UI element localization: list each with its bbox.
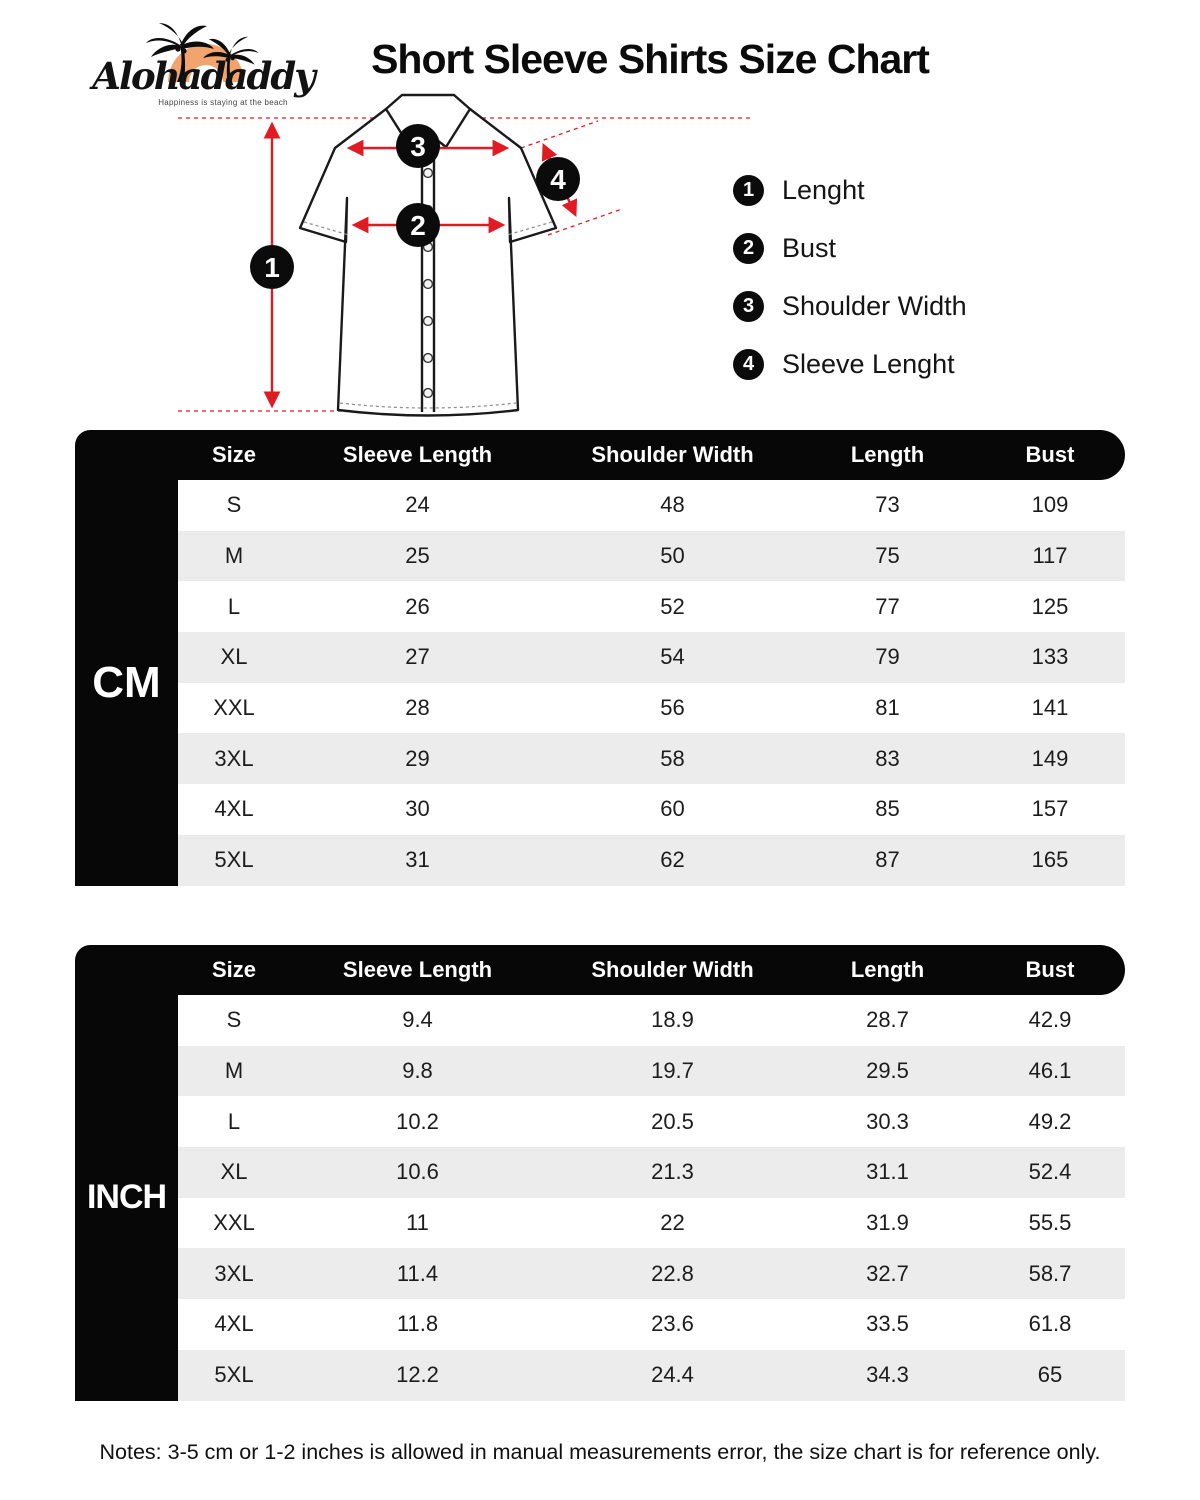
table-cell: L — [227, 593, 241, 619]
table-row — [178, 1350, 1125, 1401]
table-cell: 77 — [875, 593, 900, 619]
table-cell: 58.7 — [1028, 1260, 1072, 1286]
table-cell: 133 — [1031, 644, 1069, 670]
marker-1: 1 — [264, 252, 280, 283]
table-cell: M — [224, 1058, 244, 1084]
table-cell: 19.7 — [651, 1058, 694, 1084]
table-cell: 29.5 — [866, 1058, 909, 1084]
table-cell: 22.8 — [651, 1260, 694, 1286]
page-title: Short Sleeve Shirts Size Chart — [371, 36, 929, 82]
table-cell: 34.3 — [866, 1362, 909, 1388]
table-cell: 5XL — [214, 1362, 254, 1388]
legend-item-sleeve-length — [733, 346, 967, 382]
number-4-icon: 4 — [733, 349, 764, 380]
table-cell: 4XL — [214, 1311, 254, 1337]
table-row — [178, 733, 1125, 784]
table-cell: 9.8 — [402, 1058, 433, 1084]
legend-item-shoulder-width — [733, 288, 967, 324]
unit-label-inch: INCH — [75, 995, 178, 1401]
table-row — [178, 1147, 1125, 1198]
column-header: Shoulder Width — [591, 957, 754, 982]
table-cell: 11.8 — [396, 1311, 439, 1337]
table-cell: 3XL — [214, 745, 254, 771]
table-cell: 61.8 — [1028, 1311, 1072, 1337]
table-cell: 125 — [1031, 593, 1069, 619]
table-cell: M — [224, 543, 244, 569]
table-cell: 12.2 — [396, 1362, 439, 1388]
table-cell: 11.4 — [396, 1260, 439, 1286]
table-cell: 65 — [1037, 1362, 1063, 1388]
table-cell: 28.7 — [866, 1007, 909, 1033]
table-cell: 31.9 — [866, 1210, 909, 1236]
legend-label: Lenght — [782, 174, 865, 205]
marker-2: 2 — [410, 210, 426, 241]
table-row — [178, 784, 1125, 835]
legend-label: Bust — [782, 232, 837, 263]
column-header: Length — [850, 957, 925, 982]
brand-name: Alohadaddy — [92, 54, 314, 98]
table-cell: 62 — [660, 847, 685, 873]
table-cell: 4XL — [214, 796, 254, 822]
table-cell: 75 — [875, 543, 900, 569]
table-cell: 42.9 — [1028, 1007, 1072, 1033]
column-header: Sleeve Length — [342, 957, 493, 982]
table-row — [178, 995, 1125, 1046]
table-cell: 49.2 — [1028, 1108, 1072, 1134]
table-body-inch — [178, 995, 1125, 1401]
shirt-measurement-diagram — [150, 85, 780, 430]
table-row — [178, 1198, 1125, 1249]
marker-4: 4 — [550, 164, 566, 195]
table-header-cm — [75, 430, 1125, 480]
table-cell: 23.6 — [651, 1311, 694, 1337]
table-body-cm — [178, 480, 1125, 886]
table-row — [178, 683, 1125, 734]
table-cell: 149 — [1031, 745, 1069, 771]
table-cell: XL — [220, 644, 248, 670]
column-header: Shoulder Width — [591, 442, 754, 467]
brand-tagline: Happiness is staying at the beach — [158, 98, 288, 107]
column-header: Length — [850, 442, 925, 467]
unit-label-cm: CM — [75, 480, 178, 886]
table-cell: 27 — [405, 644, 430, 670]
table-row — [178, 1096, 1125, 1147]
table-cell: 26 — [405, 593, 430, 619]
table-row — [178, 1248, 1125, 1299]
number-1-icon: 1 — [733, 175, 764, 206]
column-header: Bust — [1025, 442, 1075, 467]
table-cell: S — [226, 1007, 242, 1033]
table-cell: 52 — [660, 593, 685, 619]
table-cell: XXL — [213, 1210, 255, 1236]
table-cell: 24.4 — [651, 1362, 694, 1388]
table-cell: 83 — [875, 745, 900, 771]
table-cell: XXL — [213, 695, 255, 721]
table-cell: 10.2 — [396, 1108, 439, 1134]
table-cell: 81 — [875, 695, 900, 721]
number-2-icon: 2 — [733, 233, 764, 264]
table-cell: 117 — [1032, 543, 1068, 569]
legend-item-bust — [733, 230, 967, 266]
table-cell: 30.3 — [866, 1108, 909, 1134]
table-cell: 165 — [1031, 847, 1069, 873]
size-table-cm — [75, 430, 1125, 886]
table-cell: 28 — [405, 695, 430, 721]
table-cell: 20.5 — [651, 1108, 694, 1134]
table-row — [178, 1299, 1125, 1350]
table-row — [178, 581, 1125, 632]
number-3-icon: 3 — [733, 291, 764, 322]
table-cell: 73 — [875, 492, 900, 518]
table-cell: L — [227, 1108, 241, 1134]
table-row — [178, 835, 1125, 886]
table-cell: 141 — [1031, 695, 1069, 721]
table-cell: 30 — [405, 796, 430, 822]
table-cell: 85 — [875, 796, 900, 822]
table-cell: 24 — [405, 492, 430, 518]
table-cell: 11 — [406, 1210, 429, 1236]
table-cell: 22 — [660, 1210, 685, 1236]
table-cell: 9.4 — [402, 1007, 433, 1033]
size-table-inch — [75, 945, 1125, 1401]
column-header: Bust — [1025, 957, 1075, 982]
table-cell: 87 — [875, 847, 900, 873]
table-row — [178, 632, 1125, 683]
legend-label: Shoulder Width — [782, 290, 967, 321]
table-cell: 79 — [875, 644, 900, 670]
table-cell: 50 — [660, 543, 685, 569]
table-cell: 109 — [1031, 492, 1069, 518]
table-cell: 54 — [660, 644, 685, 670]
measurement-legend — [733, 165, 967, 382]
table-cell: 31.1 — [866, 1159, 909, 1185]
legend-item-length — [733, 172, 967, 208]
table-row — [178, 531, 1125, 582]
legend-label: Sleeve Lenght — [782, 348, 955, 379]
table-row — [178, 1046, 1125, 1097]
table-cell: 31 — [405, 847, 430, 873]
table-cell: 52.4 — [1028, 1159, 1072, 1185]
table-cell: 18.9 — [651, 1007, 694, 1033]
table-cell: 55.5 — [1028, 1210, 1072, 1236]
table-header-inch — [75, 945, 1125, 995]
table-cell: 33.5 — [866, 1311, 909, 1337]
column-header: Size — [211, 957, 257, 982]
table-cell: 29 — [405, 745, 430, 771]
table-cell: 56 — [660, 695, 685, 721]
table-cell: 46.1 — [1028, 1058, 1072, 1084]
table-row — [178, 480, 1125, 531]
table-cell: 32.7 — [866, 1260, 909, 1286]
marker-3: 3 — [410, 131, 426, 162]
column-header: Size — [211, 442, 257, 467]
table-cell: 3XL — [214, 1260, 254, 1286]
table-cell: 60 — [660, 796, 685, 822]
table-cell: 58 — [660, 745, 685, 771]
column-header: Sleeve Length — [342, 442, 493, 467]
table-cell: 48 — [660, 492, 685, 518]
table-cell: 5XL — [214, 847, 254, 873]
notes-text: Notes: 3-5 cm or 1-2 inches is allowed in manual measurements error, the size chart is for reference only. — [99, 1440, 1101, 1464]
table-cell: 157 — [1031, 796, 1069, 822]
table-cell: 10.6 — [396, 1159, 439, 1185]
table-cell: XL — [220, 1159, 248, 1185]
table-cell: 21.3 — [651, 1159, 694, 1185]
table-cell: 25 — [405, 543, 430, 569]
table-cell: S — [226, 492, 242, 518]
